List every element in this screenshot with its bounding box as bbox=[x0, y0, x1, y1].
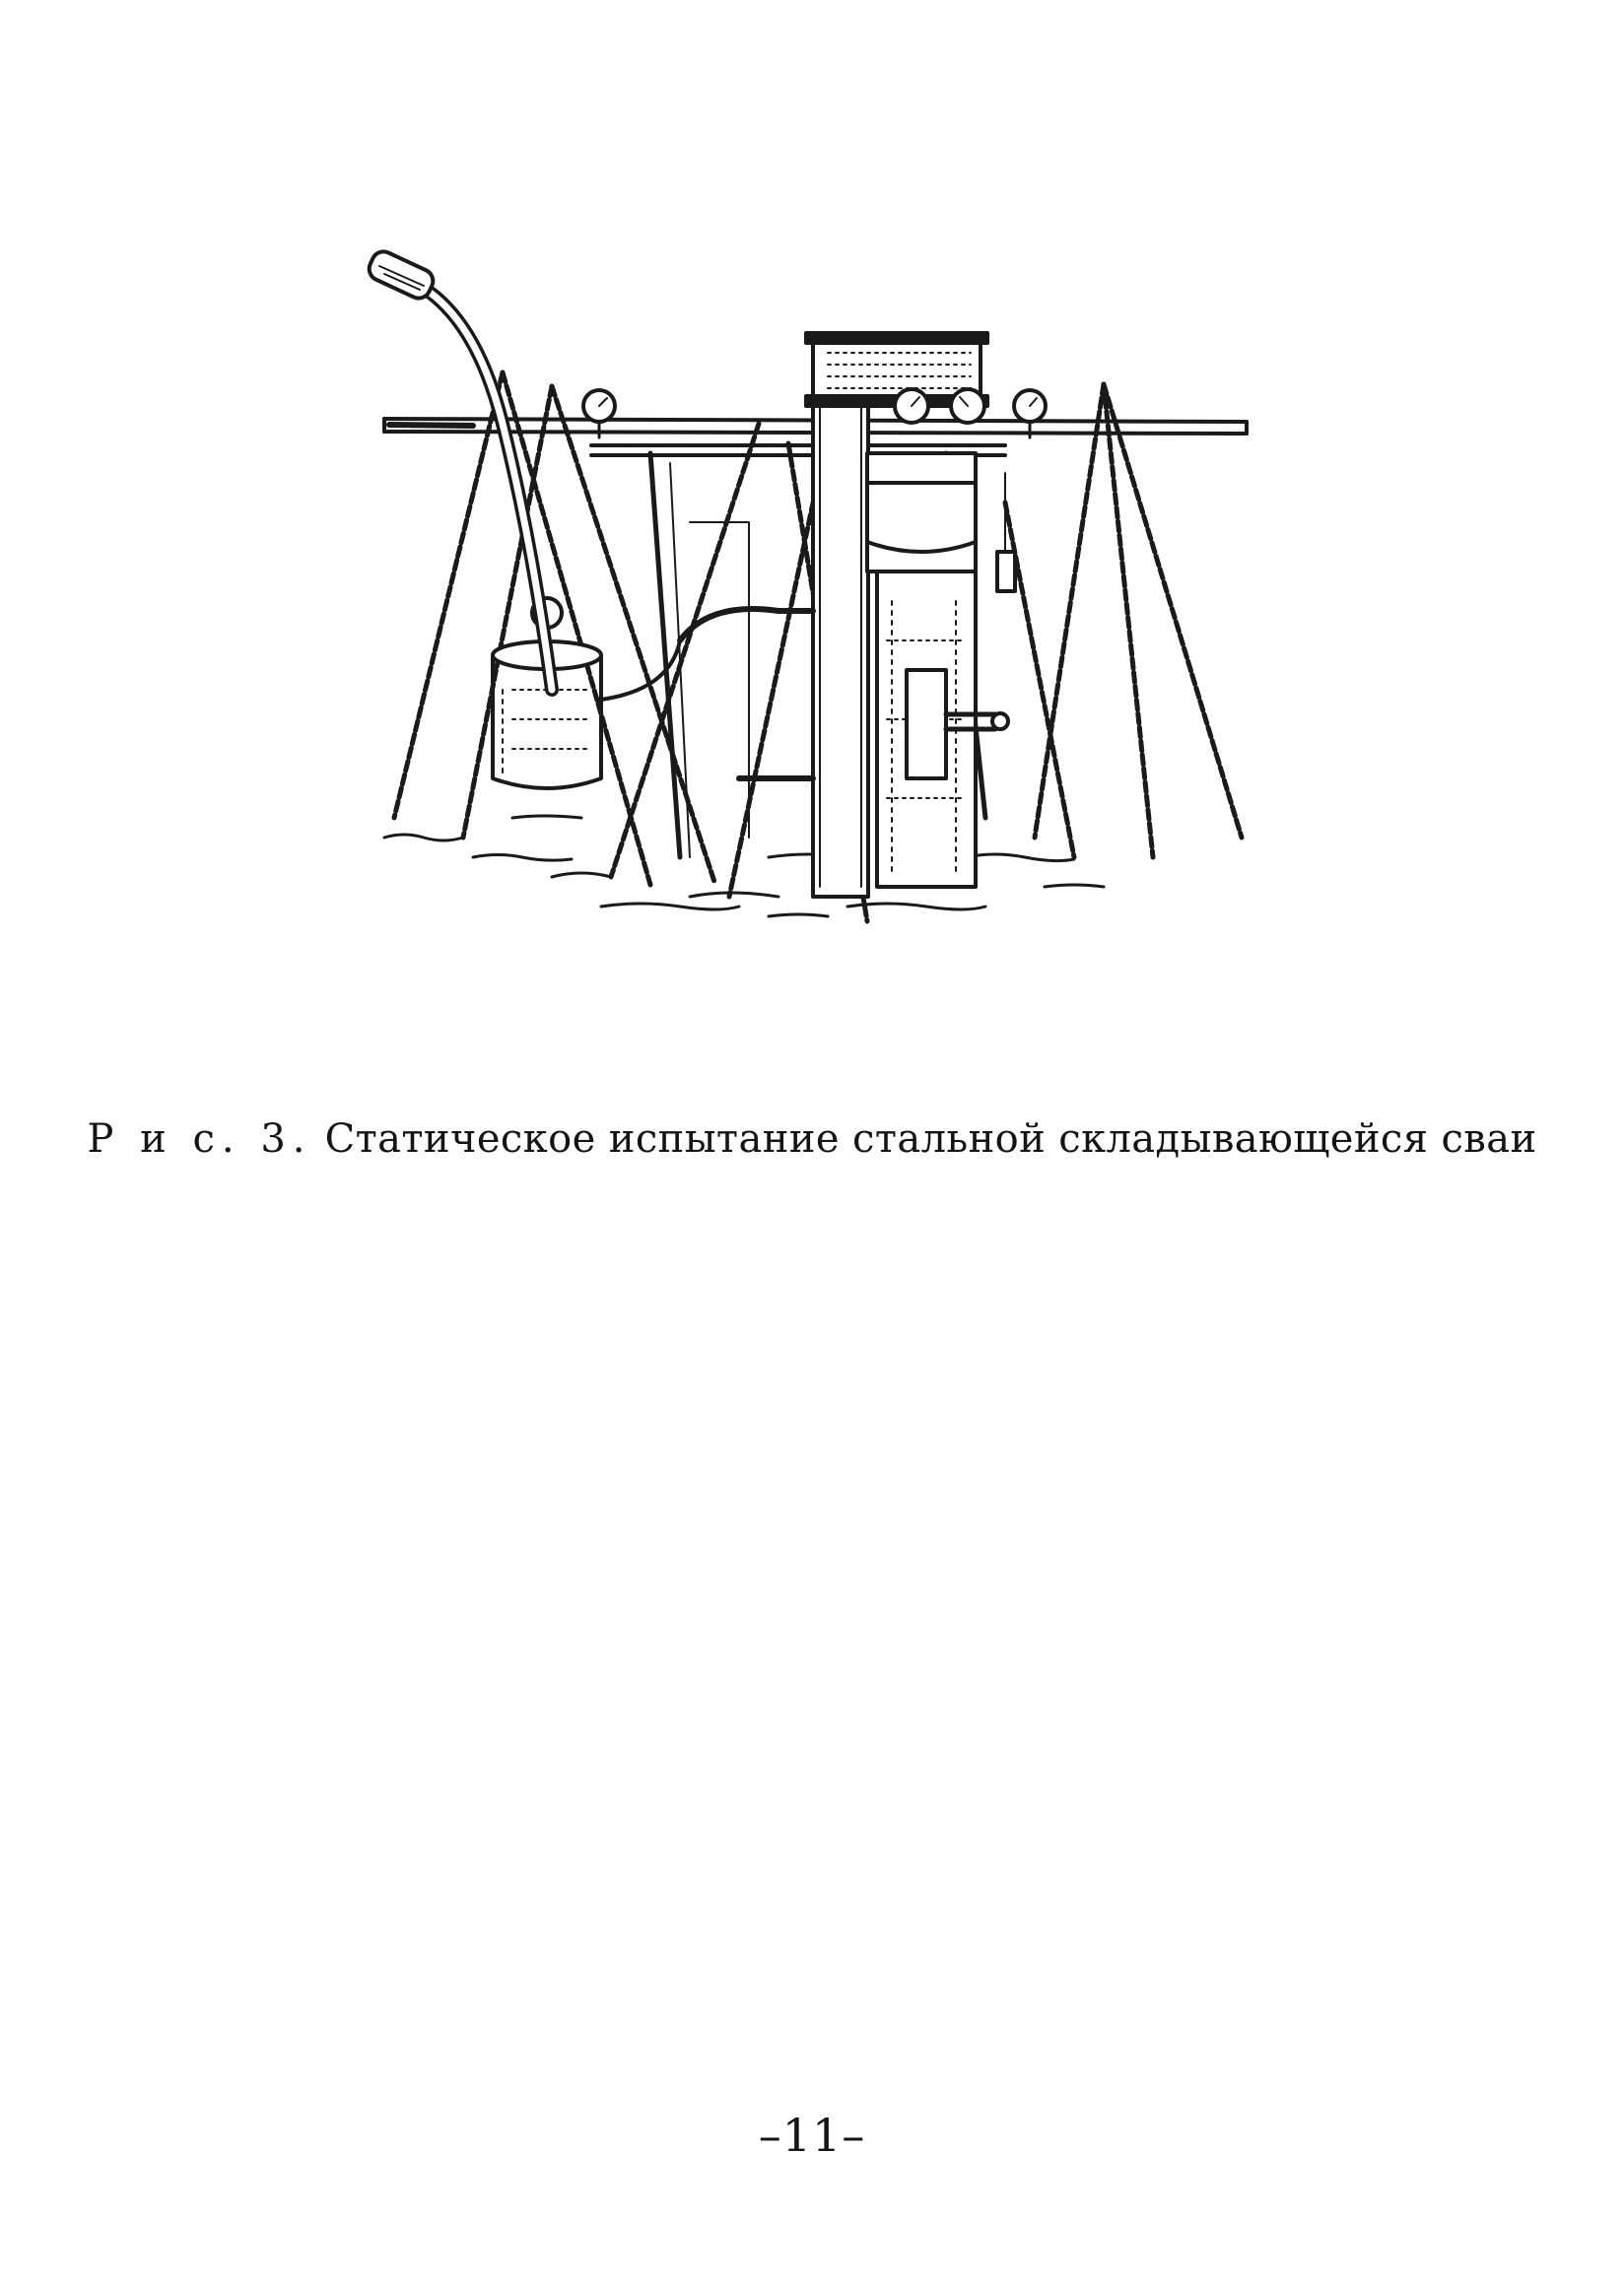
page-number: –11– bbox=[758, 2109, 866, 2162]
pile-test-figure bbox=[355, 227, 1281, 936]
tripod-left bbox=[394, 372, 714, 885]
figure-caption-label: Р и с. 3. bbox=[87, 1116, 312, 1162]
pump-lever-hose bbox=[366, 247, 813, 778]
hydraulic-jack bbox=[867, 453, 1008, 887]
figure-caption-text: Статическое испытание стальной складывающейся сваи bbox=[324, 1116, 1537, 1162]
pile-static-test-rig-illustration bbox=[355, 227, 1281, 936]
figure-caption bbox=[0, 1116, 1624, 1162]
